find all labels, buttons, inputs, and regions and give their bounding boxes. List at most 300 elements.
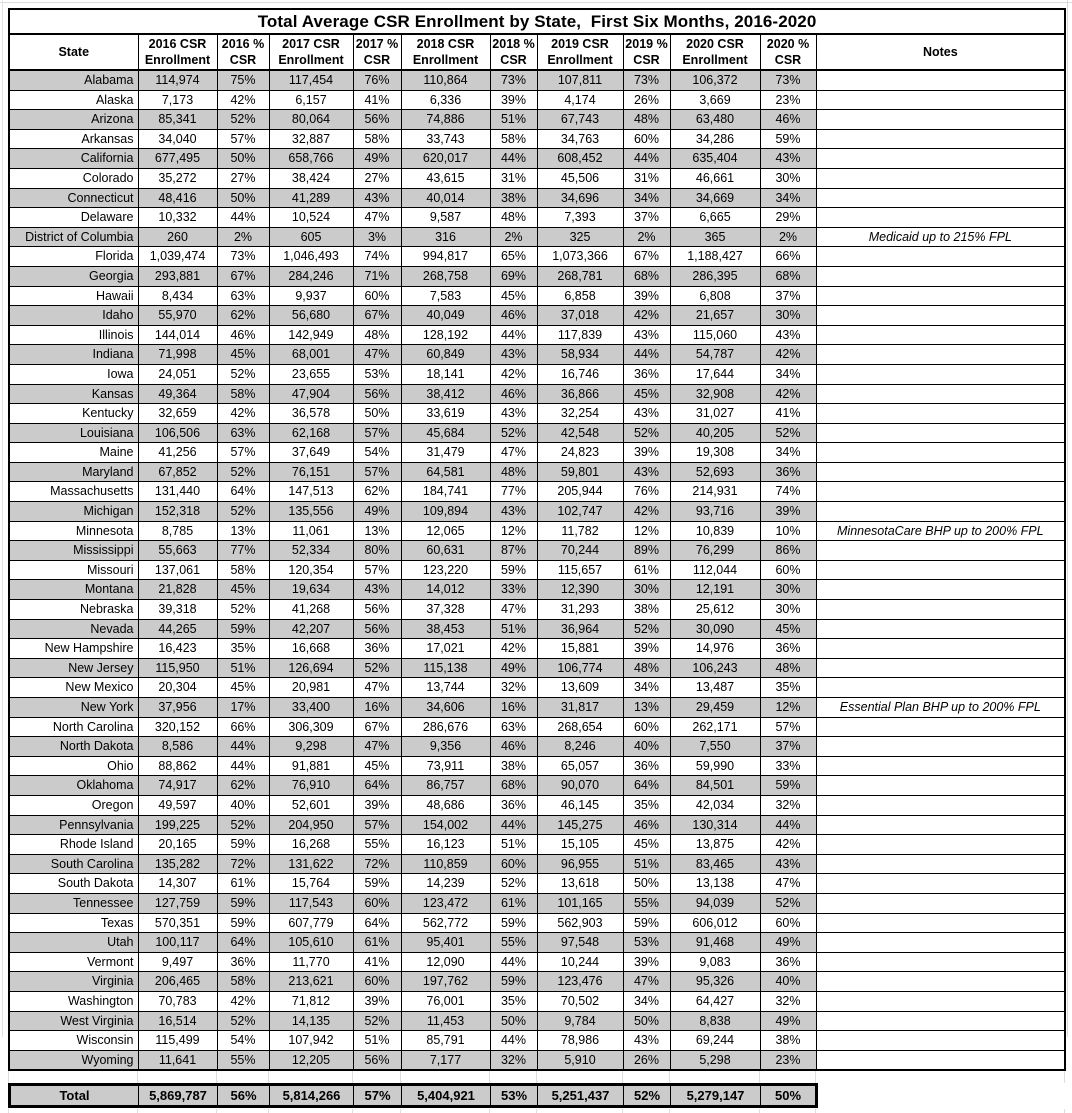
value-cell: 6,665	[670, 208, 760, 228]
empty-grid-cell	[816, 1071, 1065, 1083]
value-cell: 73%	[623, 70, 670, 90]
value-cell: 306,309	[269, 717, 353, 737]
state-name-cell: Rhode Island	[9, 835, 138, 855]
state-name-cell: Kansas	[9, 384, 138, 404]
value-cell: 89%	[623, 541, 670, 561]
value-cell: 16,123	[401, 835, 490, 855]
value-cell: 64%	[217, 482, 269, 502]
value-cell: 34%	[760, 443, 816, 463]
value-cell: 106,774	[537, 658, 623, 678]
value-cell: 48%	[623, 110, 670, 130]
value-cell: 47%	[353, 737, 401, 757]
value-cell: 18,141	[401, 364, 490, 384]
value-cell: 33,743	[401, 129, 490, 149]
value-cell: 24,823	[537, 443, 623, 463]
value-cell: 30,090	[670, 619, 760, 639]
note-cell	[816, 384, 1065, 404]
empty-grid-cell	[217, 1071, 269, 1083]
note-cell	[816, 482, 1065, 502]
value-cell: 44%	[490, 952, 537, 972]
value-cell: 30%	[623, 580, 670, 600]
value-cell: 43%	[760, 149, 816, 169]
state-name-cell: New Mexico	[9, 678, 138, 698]
value-cell: 5,910	[537, 1050, 623, 1070]
total-table	[8, 1083, 818, 1108]
value-cell: 49,597	[138, 795, 217, 815]
note-cell	[816, 168, 1065, 188]
table-row	[9, 874, 1065, 894]
value-cell: 68,001	[269, 345, 353, 365]
value-cell: 54%	[353, 443, 401, 463]
value-cell: 41,256	[138, 443, 217, 463]
value-cell: 33,619	[401, 404, 490, 424]
note-cell	[816, 90, 1065, 110]
state-name-cell: Louisiana	[9, 423, 138, 443]
empty-grid-cell	[9, 1109, 138, 1113]
value-cell: 52%	[217, 364, 269, 384]
value-cell: 52%	[217, 600, 269, 620]
value-cell: 36,866	[537, 384, 623, 404]
note-cell	[816, 560, 1065, 580]
value-cell: 184,741	[401, 482, 490, 502]
header-row	[9, 34, 1065, 70]
total-value-cell: 56%	[218, 1085, 270, 1107]
value-cell: 47%	[490, 443, 537, 463]
value-cell: 44%	[490, 325, 537, 345]
value-cell: 53%	[353, 364, 401, 384]
value-cell: 131,440	[138, 482, 217, 502]
value-cell: 13,744	[401, 678, 490, 698]
table-row	[9, 502, 1065, 522]
table-row	[9, 521, 1065, 541]
note-cell	[816, 443, 1065, 463]
state-name-cell: District of Columbia	[9, 227, 138, 247]
value-cell: 107,942	[269, 1031, 353, 1051]
value-cell: 59%	[217, 913, 269, 933]
note-cell	[816, 1011, 1065, 1031]
value-cell: 61%	[217, 874, 269, 894]
value-cell: 46%	[623, 815, 670, 835]
value-cell: 14,012	[401, 580, 490, 600]
empty-grid-cell	[401, 1109, 490, 1113]
state-name-cell: South Dakota	[9, 874, 138, 894]
value-cell: 59%	[217, 893, 269, 913]
value-cell: 86%	[760, 541, 816, 561]
value-cell: 42%	[217, 404, 269, 424]
value-cell: 117,839	[537, 325, 623, 345]
value-cell: 74%	[760, 482, 816, 502]
total-value-cell: 5,279,147	[671, 1085, 761, 1107]
state-name-cell: Nebraska	[9, 600, 138, 620]
gap-row	[8, 1071, 1065, 1083]
value-cell: 316	[401, 227, 490, 247]
value-cell: 14,239	[401, 874, 490, 894]
value-cell: 52%	[490, 874, 537, 894]
state-name-cell: New Jersey	[9, 658, 138, 678]
value-cell: 76,001	[401, 991, 490, 1011]
value-cell: 58%	[217, 384, 269, 404]
table-row	[9, 129, 1065, 149]
table-title: Total Average CSR Enrollment by State, First Six Months, 2016-2020	[9, 9, 1065, 34]
note-cell	[816, 286, 1065, 306]
value-cell: 67%	[217, 266, 269, 286]
value-cell: 268,781	[537, 266, 623, 286]
note-cell	[816, 306, 1065, 326]
value-cell: 47%	[760, 874, 816, 894]
value-cell: 15,105	[537, 835, 623, 855]
state-name-cell: Ohio	[9, 756, 138, 776]
value-cell: 605	[269, 227, 353, 247]
column-header-2017-enrollment: 2017 CSR Enrollment	[269, 34, 353, 70]
value-cell: 31,817	[537, 698, 623, 718]
note-cell: Essential Plan BHP up to 200% FPL	[816, 698, 1065, 718]
value-cell: 95,401	[401, 933, 490, 953]
value-cell: 41,268	[269, 600, 353, 620]
table-row	[9, 325, 1065, 345]
state-name-cell: Virginia	[9, 972, 138, 992]
value-cell: 32%	[760, 795, 816, 815]
value-cell: 48%	[490, 462, 537, 482]
value-cell: 8,838	[670, 1011, 760, 1031]
value-cell: 58%	[217, 972, 269, 992]
empty-grid-cell	[623, 1071, 670, 1083]
value-cell: 60%	[623, 717, 670, 737]
total-value-cell: 52%	[624, 1085, 671, 1107]
value-cell: 107,811	[537, 70, 623, 90]
value-cell: 49%	[760, 933, 816, 953]
value-cell: 64,581	[401, 462, 490, 482]
value-cell: 3%	[353, 227, 401, 247]
value-cell: 57%	[353, 462, 401, 482]
value-cell: 52%	[623, 619, 670, 639]
note-cell	[816, 795, 1065, 815]
value-cell: 45,506	[537, 168, 623, 188]
value-cell: 56%	[353, 110, 401, 130]
value-cell: 48,416	[138, 188, 217, 208]
value-cell: 54,787	[670, 345, 760, 365]
value-cell: 43%	[353, 580, 401, 600]
value-cell: 50%	[217, 149, 269, 169]
value-cell: 14,976	[670, 639, 760, 659]
value-cell: 8,434	[138, 286, 217, 306]
state-name-cell: Kentucky	[9, 404, 138, 424]
value-cell: 144,014	[138, 325, 217, 345]
value-cell: 56%	[353, 384, 401, 404]
value-cell: 65%	[490, 247, 537, 267]
value-cell: 284,246	[269, 266, 353, 286]
value-cell: 43%	[760, 325, 816, 345]
value-cell: 40%	[760, 972, 816, 992]
value-cell: 37%	[760, 737, 816, 757]
value-cell: 12,065	[401, 521, 490, 541]
table-row	[9, 560, 1065, 580]
value-cell: 42%	[490, 639, 537, 659]
value-cell: 23,655	[269, 364, 353, 384]
value-cell: 48%	[490, 208, 537, 228]
value-cell: 42%	[217, 90, 269, 110]
value-cell: 55,663	[138, 541, 217, 561]
value-cell: 38%	[490, 188, 537, 208]
note-cell	[816, 345, 1065, 365]
value-cell: 34,696	[537, 188, 623, 208]
value-cell: 37,956	[138, 698, 217, 718]
table-row	[9, 1050, 1065, 1070]
value-cell: 37%	[760, 286, 816, 306]
value-cell: 70,783	[138, 991, 217, 1011]
value-cell: 43%	[623, 1031, 670, 1051]
value-cell: 78,986	[537, 1031, 623, 1051]
table-row	[9, 462, 1065, 482]
table-row	[9, 717, 1065, 737]
value-cell: 135,282	[138, 854, 217, 874]
value-cell: 40,205	[670, 423, 760, 443]
value-cell: 36%	[490, 795, 537, 815]
value-cell: 43%	[623, 462, 670, 482]
value-cell: 36%	[623, 364, 670, 384]
value-cell: 76,299	[670, 541, 760, 561]
value-cell: 67%	[353, 717, 401, 737]
value-cell: 63%	[490, 717, 537, 737]
value-cell: 29,459	[670, 698, 760, 718]
value-cell: 49,364	[138, 384, 217, 404]
value-cell: 43%	[623, 404, 670, 424]
value-cell: 115,950	[138, 658, 217, 678]
value-cell: 66%	[760, 247, 816, 267]
value-cell: 214,931	[670, 482, 760, 502]
note-cell	[816, 854, 1065, 874]
value-cell: 63%	[217, 286, 269, 306]
table-row	[9, 658, 1065, 678]
value-cell: 39,318	[138, 600, 217, 620]
value-cell: 142,949	[269, 325, 353, 345]
state-name-cell: California	[9, 149, 138, 169]
value-cell: 34%	[760, 188, 816, 208]
value-cell: 39%	[353, 795, 401, 815]
value-cell: 68%	[623, 266, 670, 286]
value-cell: 50%	[623, 1011, 670, 1031]
column-header-2018-pct: 2018 % CSR	[490, 34, 537, 70]
empty-grid-cell	[138, 1109, 217, 1113]
value-cell: 55%	[490, 933, 537, 953]
value-cell: 658,766	[269, 149, 353, 169]
value-cell: 10,839	[670, 521, 760, 541]
value-cell: 11,782	[537, 521, 623, 541]
value-cell: 128,192	[401, 325, 490, 345]
table-row	[9, 227, 1065, 247]
value-cell: 39%	[623, 952, 670, 972]
total-value-cell: 5,814,266	[270, 1085, 354, 1107]
value-cell: 39%	[623, 443, 670, 463]
value-cell: 1,188,427	[670, 247, 760, 267]
value-cell: 8,785	[138, 521, 217, 541]
table-row	[9, 443, 1065, 463]
table-row	[9, 698, 1065, 718]
table-row	[9, 345, 1065, 365]
value-cell: 36,964	[537, 619, 623, 639]
state-name-cell: Nevada	[9, 619, 138, 639]
empty-grid-cell	[623, 1109, 670, 1113]
table-row	[9, 972, 1065, 992]
table-row	[9, 678, 1065, 698]
note-cell	[816, 893, 1065, 913]
empty-grid-cell	[816, 1109, 1065, 1113]
value-cell: 16%	[353, 698, 401, 718]
value-cell: 34%	[623, 678, 670, 698]
value-cell: 73,911	[401, 756, 490, 776]
value-cell: 46%	[760, 110, 816, 130]
value-cell: 6,858	[537, 286, 623, 306]
state-name-cell: Missouri	[9, 560, 138, 580]
table-row	[9, 913, 1065, 933]
table-row	[9, 737, 1065, 757]
value-cell: 120,354	[269, 560, 353, 580]
note-cell	[816, 952, 1065, 972]
table-row	[9, 90, 1065, 110]
value-cell: 41%	[353, 90, 401, 110]
value-cell: 10%	[760, 521, 816, 541]
table-row	[9, 835, 1065, 855]
value-cell: 11,061	[269, 521, 353, 541]
value-cell: 31,027	[670, 404, 760, 424]
value-cell: 106,243	[670, 658, 760, 678]
value-cell: 52%	[760, 423, 816, 443]
value-cell: 117,543	[269, 893, 353, 913]
table-row	[9, 776, 1065, 796]
value-cell: 39%	[623, 639, 670, 659]
value-cell: 17,021	[401, 639, 490, 659]
value-cell: 65,057	[537, 756, 623, 776]
note-cell	[816, 110, 1065, 130]
note-cell: MinnesotaCare BHP up to 200% FPL	[816, 521, 1065, 541]
value-cell: 84,501	[670, 776, 760, 796]
value-cell: 110,864	[401, 70, 490, 90]
value-cell: 71%	[353, 266, 401, 286]
value-cell: 44%	[623, 149, 670, 169]
value-cell: 34%	[623, 991, 670, 1011]
value-cell: 62%	[217, 306, 269, 326]
value-cell: 61%	[490, 893, 537, 913]
value-cell: 1,073,366	[537, 247, 623, 267]
note-cell	[816, 1050, 1065, 1070]
value-cell: 7,173	[138, 90, 217, 110]
value-cell: 42%	[760, 384, 816, 404]
empty-grid-cell	[269, 1071, 353, 1083]
value-cell: 102,747	[537, 502, 623, 522]
value-cell: 91,468	[670, 933, 760, 953]
value-cell: 35%	[623, 795, 670, 815]
value-cell: 30%	[760, 306, 816, 326]
empty-grid-cell	[217, 1109, 269, 1113]
value-cell: 117,454	[269, 70, 353, 90]
value-cell: 33%	[490, 580, 537, 600]
value-cell: 59%	[490, 972, 537, 992]
value-cell: 115,138	[401, 658, 490, 678]
value-cell: 64,427	[670, 991, 760, 1011]
value-cell: 57%	[353, 560, 401, 580]
value-cell: 52%	[353, 658, 401, 678]
table-row	[9, 286, 1065, 306]
empty-grid-cell	[670, 1071, 760, 1083]
value-cell: 106,372	[670, 70, 760, 90]
value-cell: 9,587	[401, 208, 490, 228]
value-cell: 32%	[490, 1050, 537, 1070]
value-cell: 59%	[490, 913, 537, 933]
value-cell: 44%	[217, 756, 269, 776]
value-cell: 12,090	[401, 952, 490, 972]
value-cell: 61%	[623, 560, 670, 580]
value-cell: 13,875	[670, 835, 760, 855]
value-cell: 97,548	[537, 933, 623, 953]
value-cell: 64%	[217, 933, 269, 953]
value-cell: 562,772	[401, 913, 490, 933]
value-cell: 606,012	[670, 913, 760, 933]
value-cell: 85,341	[138, 110, 217, 130]
value-cell: 51%	[217, 658, 269, 678]
value-cell: 34,669	[670, 188, 760, 208]
value-cell: 69,244	[670, 1031, 760, 1051]
value-cell: 57%	[353, 423, 401, 443]
empty-grid-cell	[9, 1071, 138, 1083]
note-cell	[816, 991, 1065, 1011]
total-value-cell: 53%	[491, 1085, 538, 1107]
value-cell: 35%	[760, 678, 816, 698]
value-cell: 39%	[760, 502, 816, 522]
note-cell	[816, 913, 1065, 933]
column-header-2020-pct: 2020 % CSR	[760, 34, 816, 70]
value-cell: 49%	[353, 149, 401, 169]
value-cell: 635,404	[670, 149, 760, 169]
value-cell: 71,998	[138, 345, 217, 365]
value-cell: 43%	[760, 854, 816, 874]
value-cell: 52%	[490, 423, 537, 443]
value-cell: 10,244	[537, 952, 623, 972]
value-cell: 88,862	[138, 756, 217, 776]
value-cell: 1,046,493	[269, 247, 353, 267]
value-cell: 262,171	[670, 717, 760, 737]
value-cell: 32,887	[269, 129, 353, 149]
value-cell: 17%	[217, 698, 269, 718]
value-cell: 43%	[490, 345, 537, 365]
margin-gridline-right	[1067, 0, 1068, 1037]
value-cell: 21,828	[138, 580, 217, 600]
value-cell: 34,606	[401, 698, 490, 718]
value-cell: 76,151	[269, 462, 353, 482]
value-cell: 570,351	[138, 913, 217, 933]
value-cell: 123,472	[401, 893, 490, 913]
value-cell: 608,452	[537, 149, 623, 169]
value-cell: 7,177	[401, 1050, 490, 1070]
value-cell: 31%	[490, 168, 537, 188]
value-cell: 10,524	[269, 208, 353, 228]
value-cell: 46%	[490, 384, 537, 404]
value-cell: 57%	[760, 717, 816, 737]
value-cell: 106,506	[138, 423, 217, 443]
state-name-cell: Arizona	[9, 110, 138, 130]
note-cell	[816, 129, 1065, 149]
state-name-cell: Wisconsin	[9, 1031, 138, 1051]
value-cell: 30%	[760, 168, 816, 188]
state-name-cell: Alabama	[9, 70, 138, 90]
value-cell: 55,970	[138, 306, 217, 326]
value-cell: 42,034	[670, 795, 760, 815]
value-cell: 32%	[760, 991, 816, 1011]
value-cell: 60,849	[401, 345, 490, 365]
state-name-cell: Oklahoma	[9, 776, 138, 796]
value-cell: 32%	[490, 678, 537, 698]
value-cell: 607,779	[269, 913, 353, 933]
value-cell: 45%	[760, 619, 816, 639]
value-cell: 12%	[490, 521, 537, 541]
